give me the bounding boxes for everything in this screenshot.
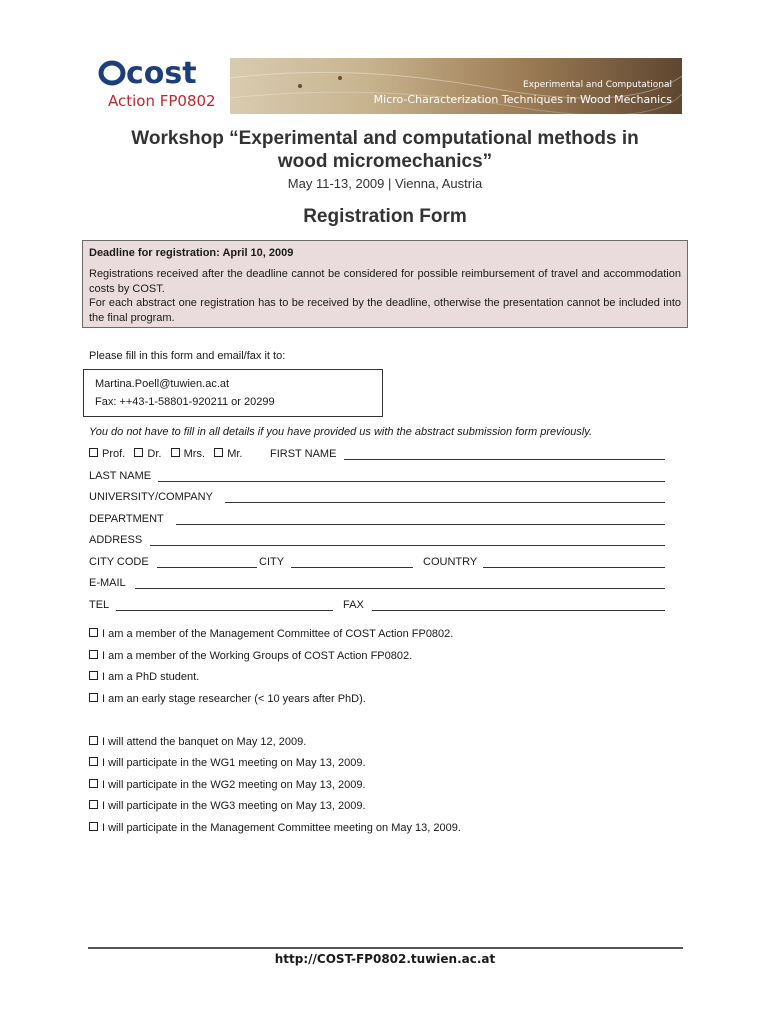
city-code-label: CITY CODE [89, 556, 149, 568]
action-label: Action FP0802 [108, 92, 216, 110]
contact-fax: Fax: ++43-1-58801-920211 or 20299 [95, 396, 275, 408]
header-banner [230, 58, 682, 114]
workshop-title-line2: wood micromechanics” [277, 151, 493, 172]
checkbox-icon[interactable] [214, 448, 223, 457]
abstract-note: You do not have to fill in all details if you have provided us with the abstract submission form previously. [89, 426, 593, 438]
tel-field[interactable] [116, 610, 333, 611]
address-label: ADDRESS [89, 534, 143, 546]
checkbox-mr[interactable] [214, 448, 242, 460]
checkbox-label: I am a PhD student. [102, 671, 200, 683]
checkbox-label: I am an early stage researcher (< 10 years after PhD). [102, 693, 366, 705]
checkbox-label: I will participate in the WG1 meeting on May 13, 2009. [102, 757, 366, 769]
footer-divider [88, 947, 683, 949]
checkbox-wg2[interactable] [89, 779, 366, 791]
address-field[interactable] [150, 545, 665, 546]
title-prof-label: Prof. [102, 448, 126, 460]
deadline-text-reimbursement: Registrations received after the deadline cannot be considered for possible reimbursement of travel and accommodation costs by COST. [89, 268, 681, 295]
checkbox-icon[interactable] [89, 650, 98, 659]
logo-wordmark: cost [126, 58, 197, 88]
checkbox-icon[interactable] [89, 736, 98, 745]
checkbox-label: I will participate in the Management Committee meeting on May 13, 2009. [102, 822, 461, 834]
deadline-text-abstract: For each abstract one registration has to be received by the deadline, otherwise the presentation cannot be included into the final program. [89, 297, 681, 324]
checkbox-wg1[interactable] [89, 757, 366, 769]
checkbox-management-committee[interactable] [89, 628, 453, 640]
checkbox-mc-meeting[interactable] [89, 822, 461, 834]
fax-label: FAX [343, 599, 364, 611]
checkbox-icon[interactable] [89, 448, 98, 457]
last-name-field[interactable] [158, 481, 665, 482]
banner-line1: Experimental and Computational [523, 80, 672, 90]
checkbox-icon[interactable] [89, 822, 98, 831]
send-instruction: Please fill in this form and email/fax it to: [89, 350, 286, 362]
checkbox-icon[interactable] [134, 448, 143, 457]
country-field[interactable] [483, 567, 665, 568]
title-mrs-label: Mrs. [183, 448, 206, 460]
department-field[interactable] [176, 524, 665, 525]
title-options [89, 448, 242, 460]
checkbox-icon[interactable] [89, 628, 98, 637]
country-label: COUNTRY [423, 556, 478, 568]
checkbox-icon[interactable] [89, 779, 98, 788]
cost-logo [98, 58, 228, 88]
footer-url[interactable]: http://COST-FP0802.tuwien.ac.at [274, 952, 496, 966]
first-name-label: FIRST NAME [270, 448, 337, 460]
checkbox-label: I am a member of the Management Committee of COST Action FP0802. [102, 628, 454, 640]
city-field[interactable] [291, 567, 413, 568]
checkbox-dr[interactable] [134, 448, 161, 460]
first-name-field[interactable] [344, 459, 665, 460]
checkbox-wg3[interactable] [89, 800, 366, 812]
checkbox-label: I will attend the banquet on May 12, 2009. [102, 736, 307, 748]
checkbox-prof[interactable] [89, 448, 125, 460]
email-field[interactable] [135, 588, 665, 589]
university-field[interactable] [225, 502, 665, 503]
tel-label: TEL [89, 599, 110, 611]
title-mr-label: Mr. [227, 448, 243, 460]
checkbox-icon[interactable] [89, 671, 98, 680]
workshop-subtitle: May 11-13, 2009 | Vienna, Austria [287, 176, 483, 191]
city-label: CITY [259, 556, 285, 568]
checkbox-icon[interactable] [171, 448, 180, 457]
email-label: E-MAIL [89, 577, 126, 589]
checkbox-icon[interactable] [89, 800, 98, 809]
workshop-title-line1: Workshop “Experimental and computational methods in [131, 128, 639, 149]
university-label: UNIVERSITY/COMPANY [89, 491, 213, 503]
title-dr-label: Dr. [147, 448, 162, 460]
checkbox-banquet[interactable] [89, 736, 306, 748]
checkbox-label: I will participate in the WG3 meeting on May 13, 2009. [102, 800, 366, 812]
checkbox-mrs[interactable] [171, 448, 205, 460]
checkbox-icon[interactable] [89, 757, 98, 766]
last-name-label: LAST NAME [89, 470, 152, 482]
checkbox-icon[interactable] [89, 693, 98, 702]
checkbox-phd-student[interactable] [89, 671, 199, 683]
contact-box [83, 369, 383, 417]
checkbox-label: I am a member of the Working Groups of COST Action FP0802. [102, 650, 413, 662]
fax-field[interactable] [372, 610, 665, 611]
banner-line2: Micro-Characterization Techniques in Wood Mechanics [373, 93, 672, 106]
checkbox-label: I will participate in the WG2 meeting on May 13, 2009. [102, 779, 366, 791]
city-code-field[interactable] [157, 567, 257, 568]
deadline-heading: Deadline for registration: April 10, 2009 [89, 247, 294, 259]
checkbox-early-stage[interactable] [89, 693, 366, 705]
department-label: DEPARTMENT [89, 513, 164, 525]
checkbox-working-groups[interactable] [89, 650, 412, 662]
contact-email[interactable]: Martina.Poell@tuwien.ac.at [95, 378, 230, 390]
form-title: Registration Form [303, 206, 467, 227]
